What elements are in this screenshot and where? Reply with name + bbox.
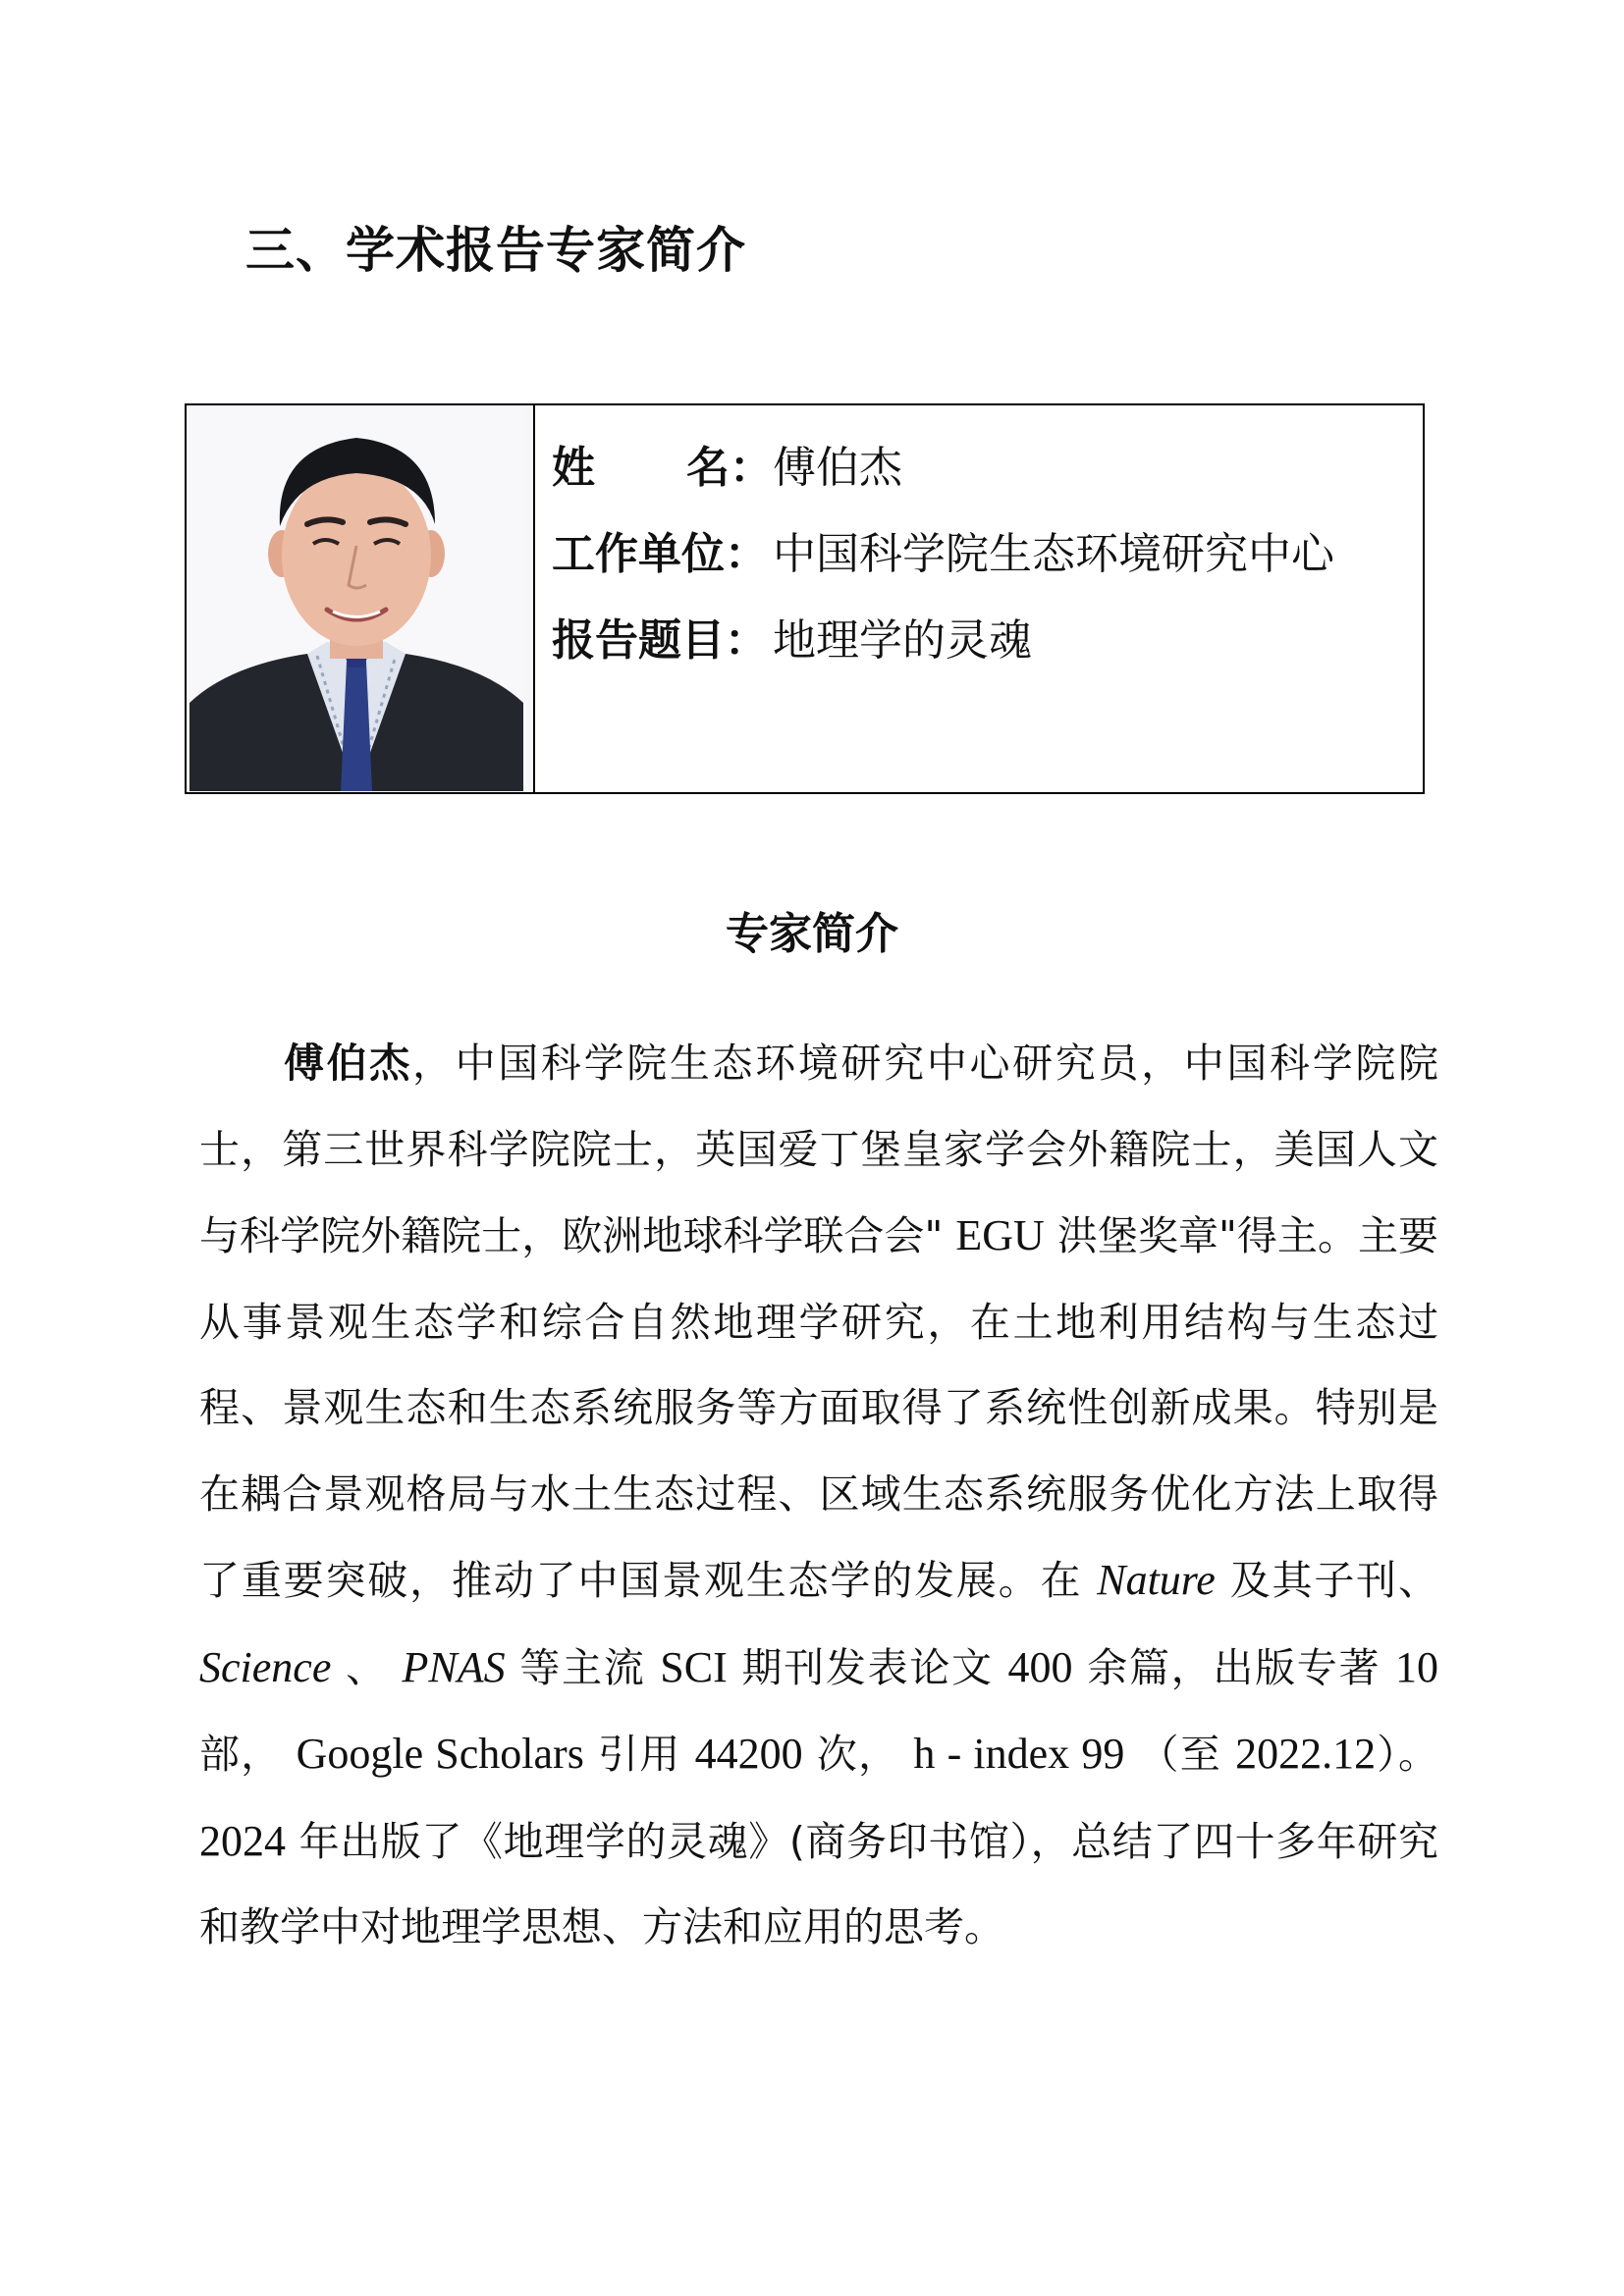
bio-h-index: h - index 99	[913, 1730, 1125, 1778]
page-heading: 三、学术报告专家简介	[245, 222, 746, 279]
affiliation-label: 工作单位：	[552, 529, 768, 579]
bio-heading: 专家简介	[726, 909, 898, 959]
bio-citations-count: 44200	[694, 1730, 803, 1778]
bio-text-6: 期刊发表论文	[727, 1643, 1008, 1691]
portrait-image	[189, 408, 523, 791]
name-value: 傅伯杰	[773, 443, 902, 493]
bio-text-5: 等主流	[505, 1643, 661, 1691]
topic-label: 报告题目：	[552, 615, 768, 666]
bio-egu: EGU	[955, 1211, 1045, 1259]
name-label-part2: 名：	[686, 443, 773, 493]
name-row	[552, 420, 1423, 507]
affiliation-value: 中国科学院生态环境研究中心	[773, 529, 1334, 579]
bio-papers-count: 400	[1007, 1642, 1073, 1691]
bio-date: 2022.12	[1235, 1730, 1377, 1778]
bio-text-11: （至	[1124, 1731, 1236, 1778]
bio-text-8: 部，	[199, 1731, 297, 1778]
bio-journal-pnas: PNAS	[402, 1642, 506, 1691]
bio-text-4: 、	[331, 1643, 403, 1691]
profile-table	[185, 403, 1425, 794]
bio-journal-science: Science	[199, 1642, 332, 1691]
bio-journal-nature: Nature	[1097, 1556, 1216, 1604]
name-label	[552, 432, 773, 495]
affiliation-row	[552, 507, 1423, 593]
bio-text-10: 次，	[802, 1731, 914, 1778]
topic-row	[552, 593, 1423, 679]
bio-text-7: 余篇，出版专著	[1072, 1643, 1395, 1691]
topic-value: 地理学的灵魂	[773, 615, 1032, 666]
name-label-part1: 姓	[552, 443, 595, 493]
bio-text-12: ）。	[1376, 1731, 1438, 1778]
profile-fields	[535, 405, 1423, 792]
bio-text-9: 引用	[583, 1731, 695, 1778]
bio-paragraph	[199, 1021, 1438, 1971]
bio-google-scholars: Google Scholars	[296, 1730, 584, 1778]
bio-books-count: 10	[1394, 1642, 1438, 1691]
bio-year: 2024	[199, 1816, 286, 1865]
portrait-photo	[187, 405, 535, 792]
bio-text-13: 年出版了《地理学的灵魂》(商务印书馆），总结了四十多年研究和教学中对地理学思想、方法和应用的思考。	[199, 1817, 1438, 1950]
bio-text-3: 及其子刊、	[1215, 1557, 1438, 1604]
bio-text-2: 洪堡奖章"得主。主要从事景观生态学和综合自然地理学研究，在土地利用结构与生态过程、景观生态和生态系统服务等方面取得了系统性创新成果。特别是在耦合景观格局与水土生态过程、区域生态系统服务优化方法上取得了重要突破，推动了中国景观生态学的发展。在	[199, 1212, 1439, 1604]
bio-body	[199, 1021, 1438, 1971]
bio-text-1: ，中国科学院生态环境研究中心研究员，中国科学院院士，第三世界科学院院士，英国爱丁堡皇家学会外籍院士，美国人文与科学院外籍院士，欧洲地球科学联合会"	[199, 1040, 1439, 1259]
bio-sci: SCI	[660, 1642, 728, 1691]
bio-name: 傅伯杰	[284, 1040, 412, 1087]
